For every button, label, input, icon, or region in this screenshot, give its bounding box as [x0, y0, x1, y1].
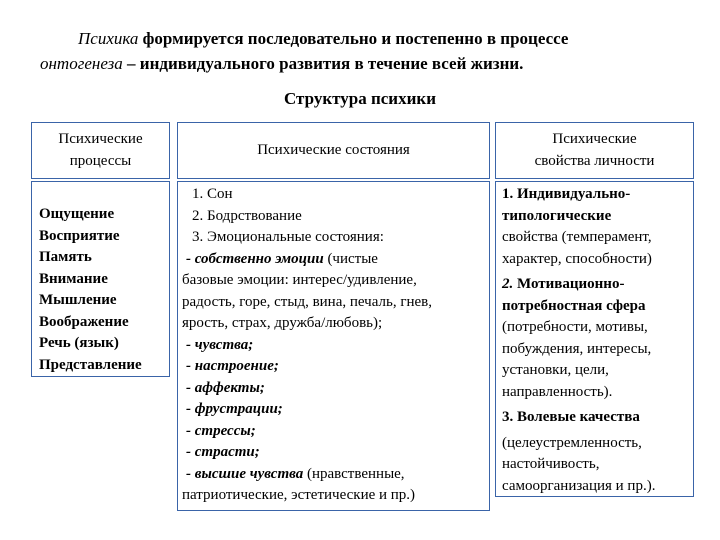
higher-feelings-label: - высшие чувства: [186, 465, 304, 482]
processes-list: [31, 181, 170, 377]
list-item: самоорганизация и пр.).: [502, 477, 656, 494]
intro-paragraph: [40, 26, 690, 76]
list-item: установки, цели,: [502, 362, 609, 378]
list-item: [182, 464, 489, 486]
list-item: Представление: [39, 356, 142, 373]
list-item: Ощущение: [39, 206, 115, 222]
list-item: 3. Волевые качества: [502, 409, 640, 425]
processes-header-line: процессы: [69, 152, 132, 169]
term-ontogenesis: онтогенеза: [40, 54, 123, 73]
list-item: Воображение: [39, 313, 129, 330]
list-item: Мышление: [39, 292, 117, 308]
list-item: 1. Индивидуально-: [502, 186, 631, 202]
list-item: [502, 274, 693, 296]
list-item: радость, горе, стыд, вина, печаль, гнев,: [182, 293, 433, 310]
list-item: ярость, страх, дружба/любовь);: [182, 315, 383, 331]
list-item: Восприятие: [39, 227, 120, 244]
list-item: - стрессы;: [186, 422, 256, 439]
list-item: - фрустрации;: [186, 401, 283, 417]
list-item: базовые эмоции: интерес/удивление,: [182, 272, 417, 288]
list-item: - чувства;: [186, 336, 254, 353]
list-item: 1. Сон: [192, 186, 233, 202]
properties-header-line: свойства личности: [534, 152, 655, 169]
list-item: (потребности, мотивы,: [502, 319, 648, 335]
higher-feelings-text: (нравственные,: [303, 465, 405, 482]
list-item: - аффекты;: [186, 379, 265, 396]
processes-header: [31, 122, 170, 179]
properties-header: [495, 122, 694, 179]
list-item: характер, способности): [502, 250, 652, 267]
list-item: [182, 249, 489, 271]
list-item: потребностная сфера: [502, 297, 646, 314]
states-list: [177, 181, 490, 511]
list-item: Речь (язык): [39, 335, 119, 351]
properties-header-line: Психические: [552, 131, 637, 147]
item-number: 2.: [502, 276, 514, 292]
list-item: - страсти;: [186, 444, 260, 460]
list-item: типологические: [502, 207, 612, 224]
list-item: 2. Бодрствование: [192, 207, 302, 224]
term-psyche: Психика: [78, 29, 139, 48]
list-item: направленность).: [502, 383, 613, 400]
list-item: настойчивость,: [502, 456, 600, 472]
item-title: Мотивационно-: [513, 276, 625, 292]
list-item: Память: [39, 249, 92, 265]
processes-header-line: Психические: [58, 131, 143, 147]
list-item: свойства (темперамент,: [502, 229, 652, 245]
structure-title: Структура психики: [284, 89, 436, 108]
emotions-label: - собственно эмоции: [186, 250, 324, 267]
list-item: (целеустремленность,: [502, 434, 642, 451]
list-item: - настроение;: [186, 358, 279, 374]
list-item: побуждения, интересы,: [502, 340, 652, 357]
emotions-text: (чистые: [323, 250, 378, 267]
properties-list: [495, 181, 694, 497]
states-header: [177, 122, 490, 179]
intro-text-2: – индивидуального развития в течение всей жизни.: [122, 54, 524, 73]
list-item: Внимание: [39, 270, 108, 287]
intro-text-1: формируется последовательно и постепенно в процессе: [138, 29, 569, 48]
states-header-text: Психические состояния: [257, 141, 410, 158]
list-item: патриотические, эстетические и пр.): [182, 487, 416, 503]
list-item: 3. Эмоциональные состояния:: [192, 229, 384, 245]
